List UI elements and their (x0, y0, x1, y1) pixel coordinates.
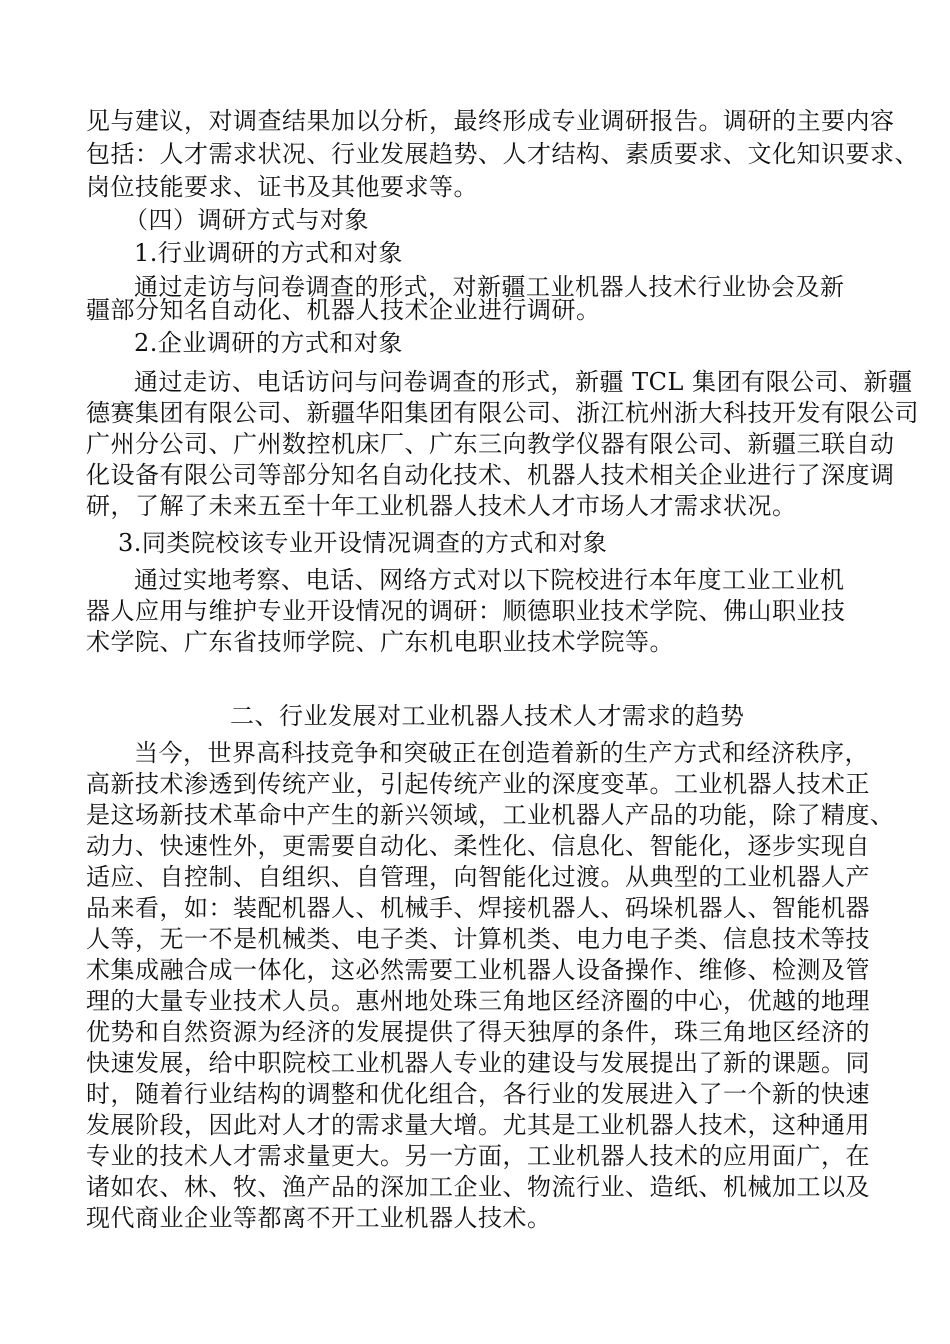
paragraph-line: 诸如农、林、牧、渔产品的深加工企业、物流行业、造纸、机械加工以及 (86, 1173, 870, 1201)
paragraph-line: 动力、快速性外，更需要自动化、柔性化、信息化、智能化，逐步实现自 (86, 832, 870, 860)
paragraph-line: 时，随着行业结构的调整和优化组合，各行业的发展进入了一个新的快速 (86, 1080, 870, 1108)
paragraph-line: 通过走访与问卷调查的形式，对新疆工业机器人技术行业协会及新 (134, 273, 845, 301)
item2-heading: 2.企业调研的方式和对象 (134, 329, 403, 357)
paragraph-line: 专业的技术人才需求量更大。另一方面，工业机器人技术的应用面广，在 (86, 1142, 870, 1170)
paragraph-line: 高新技术渗透到传统产业，引起传统产业的深度变革。工业机器人技术正 (86, 770, 870, 798)
paragraph-line: 岗位技能要求、证书及其他要求等。 (86, 173, 478, 201)
paragraph-line: 通过走访、电话访问与问卷调查的形式，新疆 TCL 集团有限公司、新疆 (134, 368, 913, 396)
paragraph-line: 通过实地考察、电话、网络方式对以下院校进行本年度工业工业机 (134, 566, 845, 594)
paragraph-line: 研，了解了未来五至十年工业机器人技术人才市场人才需求状况。 (86, 492, 797, 520)
paragraph-line: 理的大量专业技术人员。惠州地处珠三角地区经济圈的中心，优越的地理 (86, 987, 870, 1015)
paragraph-line: 广州分公司、广州数控机床厂、广东三向教学仪器有限公司、新疆三联自动 (86, 430, 895, 458)
item1-heading: 1.行业调研的方式和对象 (134, 239, 403, 267)
paragraph-line: 当今，世界高科技竞争和突破正在创造着新的生产方式和经济秩序， (134, 739, 869, 767)
paragraph-line: 器人应用与维护专业开设情况的调研：顺德职业技术学院、佛山职业技 (86, 597, 846, 625)
paragraph-line: 包括：人才需求状况、行业发展趋势、人才结构、素质要求、文化知识要求、 (86, 140, 919, 168)
paragraph-line: 术学院、广东省技师学院、广东机电职业技术学院等。 (86, 628, 674, 656)
paragraph-line: 品来看，如：装配机器人、机械手、焊接机器人、码垛机器人、智能机器 (86, 894, 870, 922)
paragraph-line: 化设备有限公司等部分知名自动化技术、机器人技术相关企业进行了深度调 (86, 461, 895, 489)
section-four-heading: （四）调研方式与对象 (124, 206, 369, 234)
paragraph-line: 是这场新技术革命中产生的新兴领域，工业机器人产品的功能，除了精度、 (86, 801, 895, 829)
paragraph-line: 疆部分知名自动化、机器人技术企业进行调研。 (86, 296, 601, 324)
paragraph-line: 见与建议，对调查结果加以分析，最终形成专业调研报告。调研的主要内容 (86, 107, 895, 135)
paragraph-line: 优势和自然资源为经济的发展提供了得天独厚的条件，珠三角地区经济的 (86, 1018, 870, 1046)
paragraph-line: 发展阶段，因此对人才的需求量大增。尤其是工业机器人技术，这种通用 (86, 1111, 870, 1139)
paragraph-line: 德赛集团有限公司、新疆华阳集团有限公司、浙江杭州浙大科技开发有限公司 (86, 399, 919, 427)
paragraph-line: 快速发展，给中职院校工业机器人专业的建设与发展提出了新的课题。同 (86, 1049, 870, 1077)
paragraph-line: 适应、自控制、自组织、自管理，向智能化过渡。从典型的工业机器人产 (86, 863, 870, 891)
paragraph-line: 术集成融合成一体化，这必然需要工业机器人设备操作、维修、检测及管 (86, 956, 870, 984)
paragraph-line: 人等，无一不是机械类、电子类、计算机类、电力电子类、信息技术等技 (86, 925, 870, 953)
item3-heading: 3.同类院校该专业开设情况调查的方式和对象 (118, 529, 608, 557)
paragraph-line: 现代商业企业等都离不开工业机器人技术。 (86, 1204, 552, 1232)
section-two-title: 二、行业发展对工业机器人技术人才需求的趋势 (230, 702, 745, 730)
